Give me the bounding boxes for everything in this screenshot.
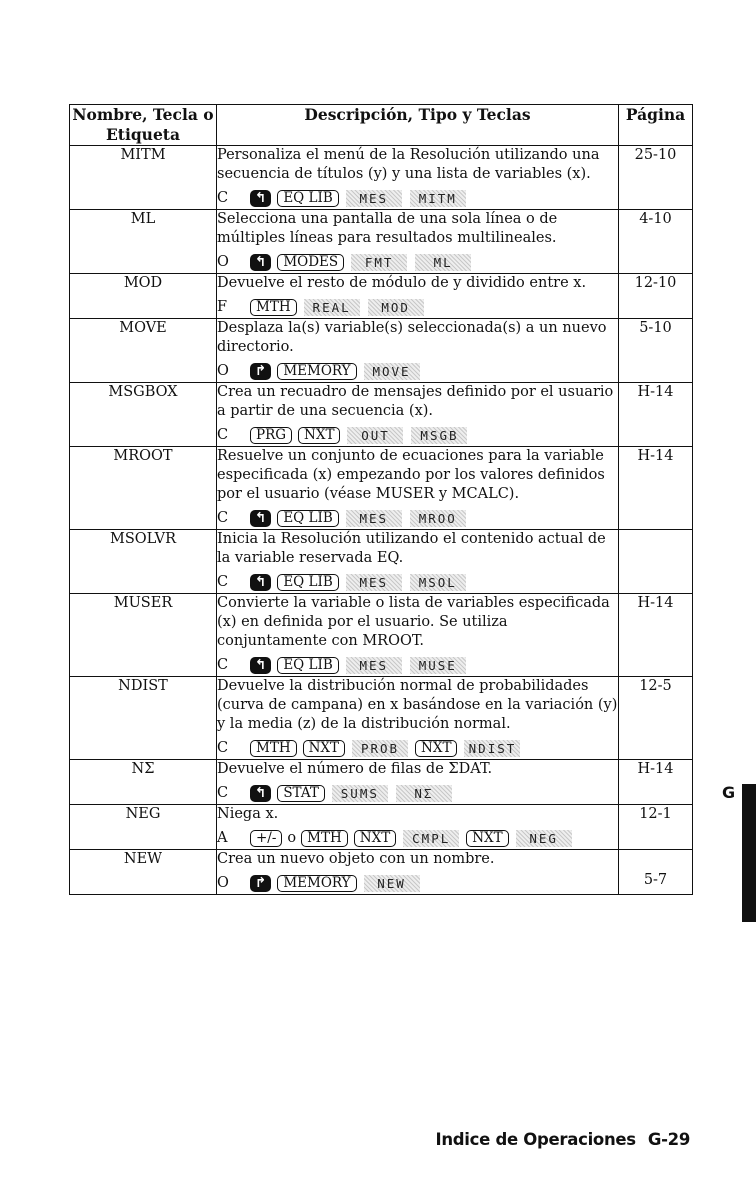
operation-description: Devuelve el resto de módulo de y dividido entre x. bbox=[217, 275, 587, 291]
menu-softkey: MES bbox=[346, 574, 402, 591]
table-row bbox=[70, 530, 693, 594]
operation-name: NDIST bbox=[70, 677, 217, 760]
key-sequence bbox=[217, 424, 618, 446]
operation-description: Devuelve la distribución normal de probabilidades (curva de campana) en x basándose en la variación (y) y la media (z) de la distribución normal. bbox=[217, 678, 618, 732]
footer-page-number: G-29 bbox=[647, 1130, 690, 1149]
keyboard-key: MEMORY bbox=[277, 875, 356, 892]
operation-type: C bbox=[217, 427, 229, 443]
left-shift-key-icon: ↰ bbox=[250, 510, 271, 527]
operation-description-cell bbox=[217, 210, 619, 274]
menu-softkey: ML bbox=[415, 254, 471, 271]
page-reference: 12-1 bbox=[619, 805, 693, 850]
operation-description-cell bbox=[217, 677, 619, 760]
operation-name: MUSER bbox=[70, 594, 217, 677]
key-sequence bbox=[217, 296, 618, 318]
menu-softkey: MITM bbox=[410, 190, 466, 207]
operation-type: O bbox=[217, 875, 229, 891]
key-sequence bbox=[217, 571, 618, 593]
table-row bbox=[70, 677, 693, 760]
operation-description: Personaliza el menú de la Resolución utilizando una secuencia de títulos (y) y una lista de variables (x). bbox=[217, 147, 600, 182]
left-shift-key-icon: ↰ bbox=[250, 785, 271, 802]
keyboard-key: EQ LIB bbox=[277, 190, 338, 207]
connector-text: o bbox=[287, 830, 297, 846]
keyboard-key: MEMORY bbox=[277, 363, 356, 380]
footer-title: Indice de Operaciones bbox=[435, 1130, 636, 1149]
operation-type: O bbox=[217, 363, 229, 379]
operation-type: C bbox=[217, 190, 229, 206]
keyboard-key: PRG bbox=[250, 427, 292, 444]
menu-softkey: MSGB bbox=[411, 427, 467, 444]
menu-softkey: MROO bbox=[410, 510, 466, 527]
table-row bbox=[70, 805, 693, 850]
operation-description: Crea un recuadro de mensajes definido por el usuario a partir de una secuencia (x). bbox=[217, 384, 614, 419]
table-header-row bbox=[70, 105, 693, 146]
operation-name: MSGBOX bbox=[70, 383, 217, 447]
operation-description-cell bbox=[217, 760, 619, 805]
operation-type: C bbox=[217, 574, 229, 590]
page-reference: 12-5 bbox=[619, 677, 693, 760]
operation-description-cell bbox=[217, 319, 619, 383]
keyboard-key: MTH bbox=[250, 740, 297, 757]
menu-softkey: NEG bbox=[516, 830, 572, 847]
page-reference: 5-10 bbox=[619, 319, 693, 383]
key-sequence bbox=[217, 251, 618, 273]
keyboard-key: NXT bbox=[466, 830, 508, 847]
table-row bbox=[70, 146, 693, 210]
keyboard-key: STAT bbox=[277, 785, 325, 802]
operation-description: Convierte la variable o lista de variables especificada (x) en definida por el usuario. Se utiliza conjuntamente con MROOT. bbox=[217, 595, 610, 649]
table-row bbox=[70, 383, 693, 447]
page-reference: 5-7 bbox=[619, 850, 693, 895]
key-sequence bbox=[217, 187, 618, 209]
table-row bbox=[70, 319, 693, 383]
table-row bbox=[70, 850, 693, 895]
operation-description: Resuelve un conjunto de ecuaciones para la variable especificada (x) empezando por los valores definidos por el usuario (véase MUSER y MCALC). bbox=[217, 448, 605, 502]
menu-softkey: NEW bbox=[364, 875, 420, 892]
menu-softkey: MUSE bbox=[410, 657, 466, 674]
menu-softkey: SUMS bbox=[332, 785, 388, 802]
operation-description-cell bbox=[217, 447, 619, 530]
right-shift-key-icon: ↱ bbox=[250, 363, 271, 380]
operation-description-cell bbox=[217, 850, 619, 895]
table-row bbox=[70, 594, 693, 677]
page-footer bbox=[423, 1130, 690, 1149]
key-sequence bbox=[217, 654, 618, 676]
left-shift-key-icon: ↰ bbox=[250, 657, 271, 674]
menu-softkey: MES bbox=[346, 190, 402, 207]
operation-description: Desplaza la(s) variable(s) seleccionada(s) a un nuevo directorio. bbox=[217, 320, 607, 355]
operation-type: C bbox=[217, 785, 229, 801]
key-sequence bbox=[217, 782, 618, 804]
operation-description: Inicia la Resolución utilizando el contenido actual de la variable reservada EQ. bbox=[217, 531, 606, 566]
keyboard-key: MTH bbox=[301, 830, 348, 847]
operation-description: Crea un nuevo objeto con un nombre. bbox=[217, 851, 495, 867]
menu-softkey: OUT bbox=[347, 427, 403, 444]
key-sequence bbox=[217, 360, 618, 382]
menu-softkey: FMT bbox=[351, 254, 407, 271]
left-shift-key-icon: ↰ bbox=[250, 190, 271, 207]
page-reference: 12-10 bbox=[619, 274, 693, 319]
key-sequence bbox=[217, 737, 618, 759]
menu-softkey: MOVE bbox=[364, 363, 420, 380]
operation-description-cell bbox=[217, 530, 619, 594]
operation-name: MSOLVR bbox=[70, 530, 217, 594]
table-row bbox=[70, 210, 693, 274]
operation-name: NEG bbox=[70, 805, 217, 850]
left-shift-key-icon: ↰ bbox=[250, 574, 271, 591]
keyboard-key: +/- bbox=[250, 830, 282, 847]
operation-description-cell bbox=[217, 594, 619, 677]
operation-name: MOD bbox=[70, 274, 217, 319]
page-reference: H-14 bbox=[619, 383, 693, 447]
page-reference: H-14 bbox=[619, 447, 693, 530]
operation-name: MOVE bbox=[70, 319, 217, 383]
page-reference: 25-10 bbox=[619, 146, 693, 210]
keyboard-key: EQ LIB bbox=[277, 510, 338, 527]
section-letter: G bbox=[722, 783, 736, 802]
operation-name: NΣ bbox=[70, 760, 217, 805]
keyboard-key: NXT bbox=[298, 427, 340, 444]
right-shift-key-icon: ↱ bbox=[250, 875, 271, 892]
menu-softkey: REAL bbox=[304, 299, 360, 316]
keyboard-key: EQ LIB bbox=[277, 657, 338, 674]
operation-type: C bbox=[217, 510, 229, 526]
menu-softkey: MES bbox=[346, 510, 402, 527]
operation-type: F bbox=[217, 299, 228, 315]
header-name: Nombre, Tecla o Etiqueta bbox=[70, 105, 217, 146]
key-sequence bbox=[217, 507, 618, 529]
menu-softkey: NDIST bbox=[464, 740, 520, 757]
keyboard-key: NXT bbox=[303, 740, 345, 757]
menu-softkey: PROB bbox=[352, 740, 408, 757]
menu-softkey: MOD bbox=[368, 299, 424, 316]
left-shift-key-icon: ↰ bbox=[250, 254, 271, 271]
key-sequence bbox=[217, 827, 618, 849]
operation-type: A bbox=[217, 830, 228, 846]
operation-description-cell bbox=[217, 805, 619, 850]
page-reference bbox=[619, 530, 693, 594]
keyboard-key: EQ LIB bbox=[277, 574, 338, 591]
menu-softkey: NΣ bbox=[396, 785, 452, 802]
header-page: Página bbox=[619, 105, 693, 146]
operation-name: ML bbox=[70, 210, 217, 274]
table-row bbox=[70, 447, 693, 530]
menu-softkey: MES bbox=[346, 657, 402, 674]
page-reference: 4-10 bbox=[619, 210, 693, 274]
operation-name: MROOT bbox=[70, 447, 217, 530]
operation-description: Devuelve el número de filas de ΣDAT. bbox=[217, 761, 493, 777]
operation-description-cell bbox=[217, 146, 619, 210]
header-description: Descripción, Tipo y Teclas bbox=[217, 105, 619, 146]
table-row bbox=[70, 760, 693, 805]
keyboard-key: NXT bbox=[415, 740, 457, 757]
operations-table bbox=[69, 104, 693, 895]
operation-type: C bbox=[217, 740, 229, 756]
operation-name: MITM bbox=[70, 146, 217, 210]
menu-softkey: CMPL bbox=[403, 830, 459, 847]
operation-type: C bbox=[217, 657, 229, 673]
operation-description: Selecciona una pantalla de una sola línea o de múltiples líneas para resultados multilineales. bbox=[217, 211, 558, 246]
operation-type: O bbox=[217, 254, 229, 270]
table-row bbox=[70, 274, 693, 319]
operation-description-cell bbox=[217, 383, 619, 447]
operation-name: NEW bbox=[70, 850, 217, 895]
keyboard-key: MTH bbox=[250, 299, 297, 316]
operation-description: Niega x. bbox=[217, 806, 279, 822]
menu-softkey: MSOL bbox=[410, 574, 466, 591]
key-sequence bbox=[217, 872, 618, 894]
page-reference: H-14 bbox=[619, 760, 693, 805]
section-tab-marker bbox=[742, 784, 756, 922]
page-reference: H-14 bbox=[619, 594, 693, 677]
keyboard-key: NXT bbox=[354, 830, 396, 847]
keyboard-key: MODES bbox=[277, 254, 344, 271]
operation-description-cell bbox=[217, 274, 619, 319]
